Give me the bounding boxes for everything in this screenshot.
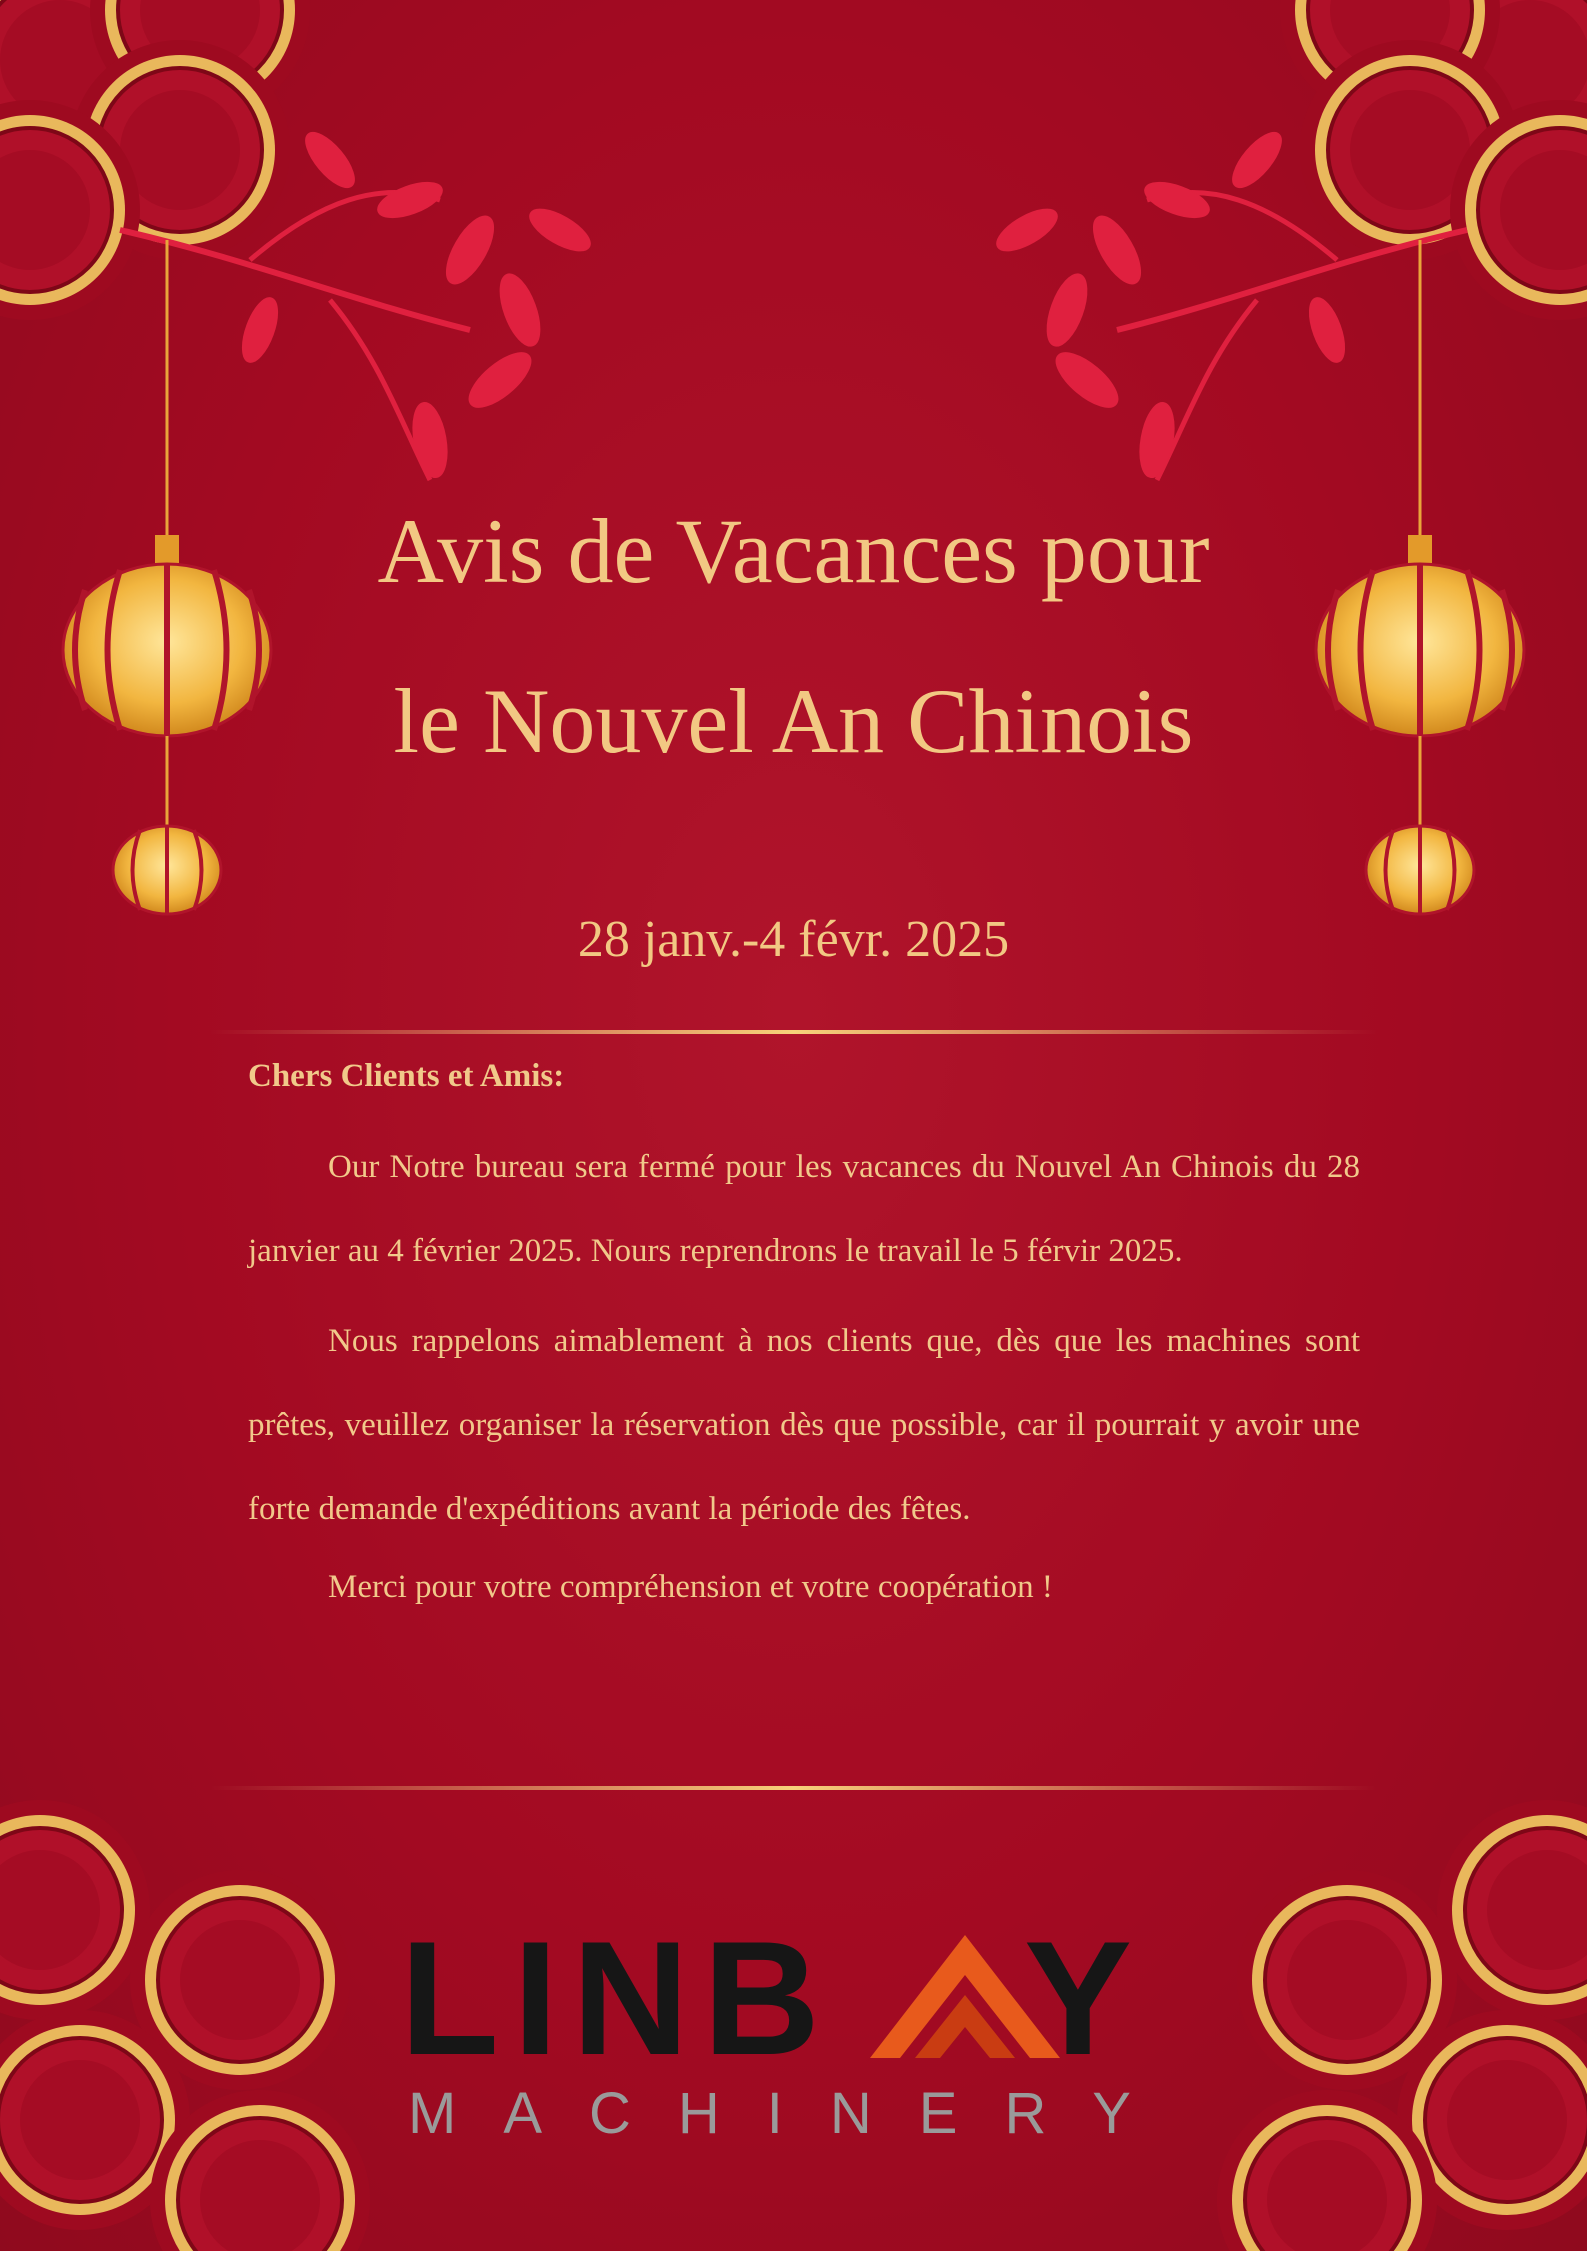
flower-cluster-bottom-left (0, 1800, 370, 2251)
greeting: Chers Clients et Amis: (248, 1058, 565, 1094)
logo-brand-right: Y (1023, 1908, 1147, 2089)
notice-title-line-2: le Nouvel An Chinois (393, 670, 1194, 772)
paragraph-closure: Our Notre bureau sera fermé pour les vacances du Nouvel An Chinois du 28 janvier au 4 février 2025. Nours reprendrons le travail le 5 férvir 2025. (248, 1149, 1360, 1269)
logo-wordmark (400, 1908, 1200, 2089)
paragraph-reminder: Nous rappelons aimablement à nos clients que, dès que les machines sont prêtes, veuillez organiser la réservation dès que possible, car il pourrait y avoir une forte demande d'expéditions avant la période des fêtes. (248, 1323, 1360, 1527)
flower-cluster-bottom-right (1217, 1800, 1587, 2251)
divider-bottom (210, 1786, 1377, 1790)
closing-thanks: Merci pour votre compréhension et votre coopération ! (328, 1569, 1053, 1605)
logo-tagline: MACHINERY (408, 2081, 1178, 2146)
notice-title-line-1: Avis de Vacances pour (377, 500, 1210, 602)
logo-brand-left: LINB (400, 1908, 834, 2089)
flower-cluster-top-right (1280, 0, 1587, 320)
holiday-dates: 28 janv.-4 févr. 2025 (577, 911, 1010, 968)
divider-top (210, 1030, 1377, 1034)
notice-body (248, 1058, 1360, 1617)
